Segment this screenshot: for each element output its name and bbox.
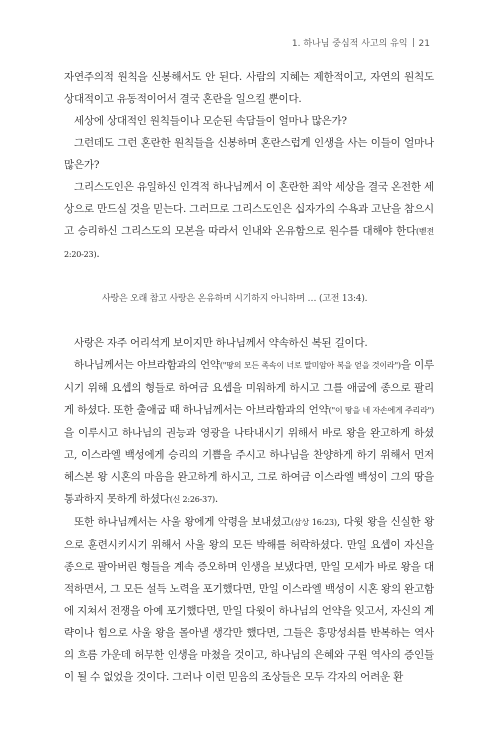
paragraph-group-1 xyxy=(64,66,434,266)
text-run: 자연주의적 원칙을 신봉해서도 안 된다. 사람의 지혜는 제한적이고, 자연의 원칙도 상대적이고 유동적이어서 결국 혼란을 일으킬 뿐이다. xyxy=(64,71,434,105)
header-divider xyxy=(413,38,414,47)
paragraph xyxy=(64,176,434,266)
running-header xyxy=(292,36,430,49)
text-run: 또한 하나님께서는 사울 왕에게 악령을 보내셨고 xyxy=(74,516,292,528)
citation: ("땅의 모든 족속이 너로 말미암아 복을 얻을 것이라") xyxy=(219,361,401,370)
text-run: . xyxy=(96,248,100,260)
citation: ("이 땅을 네 자손에게 주리라") xyxy=(328,406,435,415)
citation: (벧전 2:20-23) xyxy=(64,227,434,259)
text-run: 사랑은 자주 어리석게 보이지만 하나님께서 약속하신 복된 길이다. xyxy=(74,337,368,349)
text-run: 을 이루시고 하나님의 권능과 영광을 나타내시기 위해서 바로 왕을 완고하게 하셨고, 이스라엘 백성에게 승리의 기쁨을 주시고 하나님을 찬양하게 하기 위해서 먼저 헤스본 왕 시혼의 마음을 완고하게 하시고, 그로 하여금 이스라엘 백성이 그의 땅을 통과하지 못하게 하셨다 xyxy=(64,427,434,505)
text-run: 그런데도 그런 혼란한 원칙들을 신봉하며 혼란스럽게 인생을 사는 이들이 얼마나 많은가? xyxy=(64,137,434,171)
text-run: 그리스도인은 유일하신 인격적 하나님께서 이 혼란한 죄악 세상을 결국 온전한 세상으로 만드실 것을 믿는다. 그러므로 그리스도인은 십자가의 수욕과 고난을 참으시고 승리하신 그리스도의 모본을 따라서 인내와 온유함으로 원수를 대해야 한다 xyxy=(64,181,434,237)
paragraph xyxy=(64,66,434,110)
paragraph xyxy=(64,110,434,132)
body-text xyxy=(64,66,434,688)
chapter-title: 1. 하나님 중심적 사고의 유익 xyxy=(291,39,408,49)
paragraph xyxy=(64,332,434,354)
text-run: , 다윗 왕을 신실한 왕으로 훈련시키시기 위해서 사울 왕의 모든 박해를 허락하셨다. 만일 요셉이 자신을 종으로 팔아버린 형들을 계속 증오하며 인생을 보냈다면, 만일 모세가 바로 왕을 대적하면서, 그 모든 설득 노력을 포기했다면, 만일 이스라엘 백성이 시혼 왕의 완고함에 지쳐서 전쟁을 아예 포기했다면, 만일 다윗이 하나님의 언약을 잊고서, 자신의 계략이나 힘으로 사울 왕을 몰아낼 생각만 했다면, 그들은 흥망성쇠를 반복하는 역사의 흐름 가운데 허무한 인생을 마쳤을 것이고, 하나님의 은혜와 구원 역사의 증인들이 될 수 없었을 것이다. 그러나 이런 믿음의 조상들은 모두 각자의 어려운 환 xyxy=(64,516,435,683)
text-run: . xyxy=(214,493,219,505)
paragraph xyxy=(64,354,434,511)
citation: (삼상 16:23) xyxy=(291,518,337,527)
scripture-quote: 사랑은 오래 참고 사랑은 온유하며 시기하지 아니하며 … (고전 13:4). xyxy=(102,294,368,304)
citation: (신 2:26-37) xyxy=(169,495,215,504)
paragraph-group-2 xyxy=(64,332,434,688)
paragraph xyxy=(64,132,434,176)
text-run: 하나님께서는 아브라함과의 언약 xyxy=(74,359,220,371)
text-run: 을 이루시기 위해 요셉의 형들로 하여금 요셉을 미워하게 하시고 그를 애굽에 종으로 팔리게 하셨다. 또한 출애굽 때 하나님께서는 아브라함과의 언약 xyxy=(64,359,435,416)
paragraph xyxy=(64,511,434,688)
page-number: 21 xyxy=(418,39,430,49)
text-run: 세상에 상대적인 원칙들이나 모순된 속담들이 얼마나 많은가? xyxy=(74,115,347,127)
